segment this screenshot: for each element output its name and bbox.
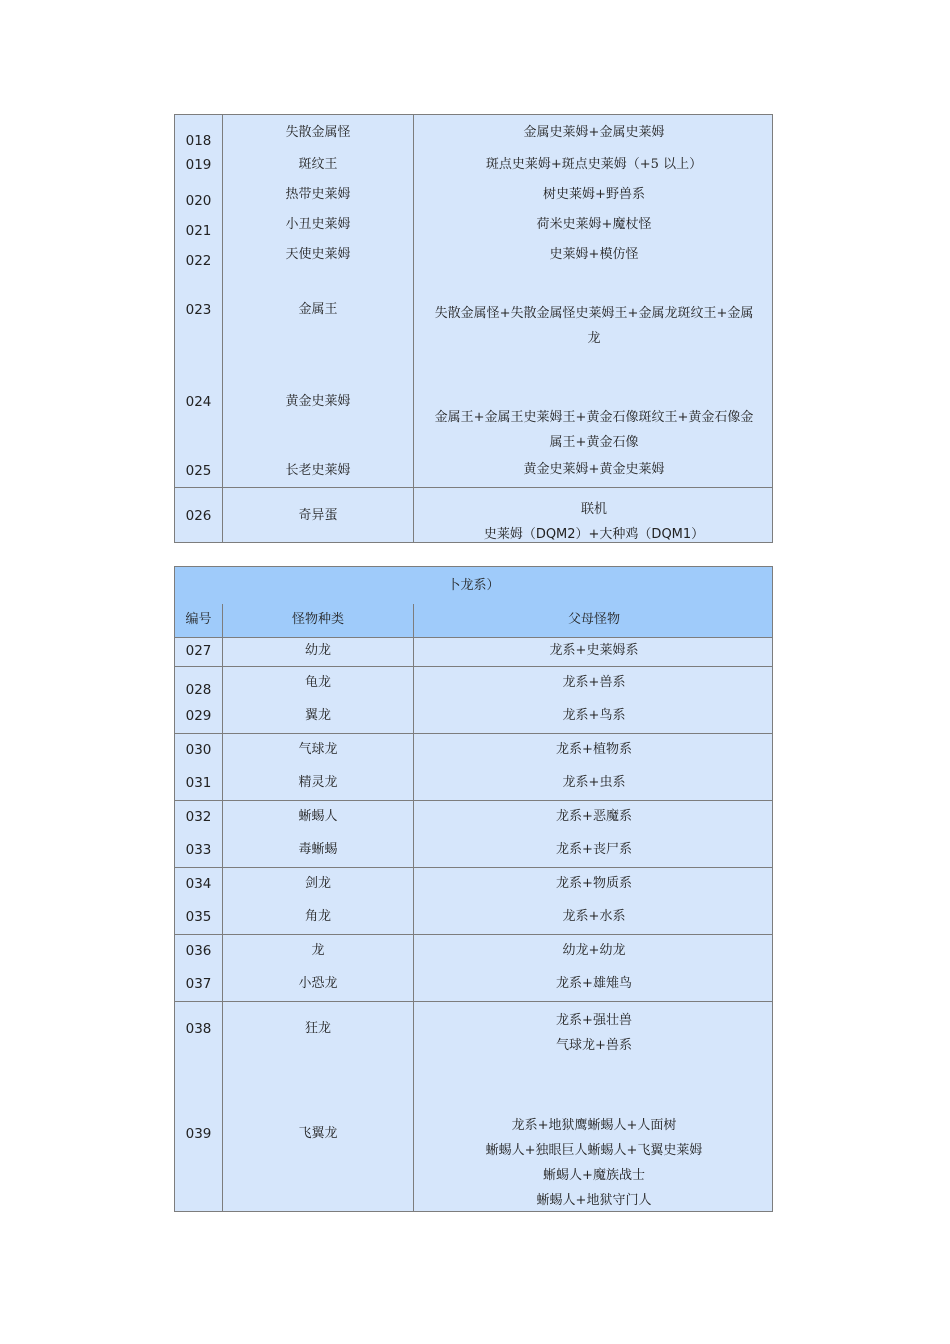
parent-monsters: 史莱姆（DQM2）+大种鸡（DQM1） xyxy=(483,527,705,542)
parent-monsters: 龙系+恶魔系 xyxy=(556,809,632,824)
monster-name: 剑龙 xyxy=(304,876,331,891)
parent-monsters: 荷米史莱姆+魔杖怪 xyxy=(536,217,652,232)
row-number: 028 xyxy=(185,682,212,698)
row-divider xyxy=(175,800,772,801)
parent-monsters: 树史莱姆+野兽系 xyxy=(543,187,645,202)
parent-monsters: 龙系+雄雉鸟 xyxy=(556,976,632,991)
parent-monsters: 龙系+地狱鹰蜥蜴人+人面树 xyxy=(511,1118,677,1133)
row-number: 034 xyxy=(185,876,212,892)
monster-name: 奇异蛋 xyxy=(298,508,338,523)
monster-name: 幼龙 xyxy=(304,643,331,658)
row-divider xyxy=(175,487,772,488)
row-number: 033 xyxy=(185,842,212,858)
monster-name: 小丑史莱姆 xyxy=(285,217,351,232)
parent-monsters: 蜥蜴人+地狱守门人 xyxy=(536,1193,652,1208)
parent-monsters: 斑点史莱姆+斑点史莱姆（+5 以上） xyxy=(485,157,703,172)
parent-monsters: 龙系+强壮兽 xyxy=(556,1013,632,1028)
row-number: 036 xyxy=(185,943,212,959)
monster-name: 狂龙 xyxy=(304,1021,331,1036)
parent-monsters: 黄金史莱姆+黄金史莱姆 xyxy=(523,462,665,477)
row-number: 037 xyxy=(185,976,212,992)
header-parents: 父母怪物 xyxy=(567,612,620,627)
parent-monsters: 龙系+虫系 xyxy=(562,775,626,790)
monster-name: 飞翼龙 xyxy=(298,1126,338,1141)
row-number: 020 xyxy=(185,193,212,209)
row-divider xyxy=(175,733,772,734)
monster-name: 毒蜥蜴 xyxy=(298,842,338,857)
parent-monsters: 失散金属怪+失散金属怪史莱姆王+金属龙斑纹王+金属 xyxy=(434,306,754,321)
monster-name: 翼龙 xyxy=(304,708,331,723)
row-number: 023 xyxy=(185,302,212,318)
row-number: 019 xyxy=(185,157,212,173)
monster-name: 失散金属怪 xyxy=(285,125,351,140)
parent-monsters: 气球龙+兽系 xyxy=(556,1038,632,1053)
monster-name: 热带史莱姆 xyxy=(285,187,351,202)
parent-monsters: 龙系+兽系 xyxy=(562,675,626,690)
row-divider xyxy=(175,867,772,868)
row-number: 030 xyxy=(185,742,212,758)
parent-monsters: 龙系+植物系 xyxy=(556,742,632,757)
row-number: 038 xyxy=(185,1021,212,1037)
header-monster-type: 怪物种类 xyxy=(291,612,344,627)
monster-name: 蜥蜴人 xyxy=(298,809,338,824)
parent-monsters: 金属史莱姆+金属史莱姆 xyxy=(523,125,665,140)
parent-monsters: 金属王+金属王史莱姆王+黄金石像斑纹王+黄金石像金 xyxy=(434,410,754,425)
parent-monsters: 联机 xyxy=(580,502,607,517)
monster-name: 精灵龙 xyxy=(298,775,338,790)
parent-monsters: 龙系+鸟系 xyxy=(562,708,626,723)
parent-monsters: 龙 xyxy=(587,331,601,346)
parent-monsters: 龙系+史莱姆系 xyxy=(549,643,639,658)
parent-monsters: 蜥蜴人+魔族战士 xyxy=(543,1168,645,1183)
dragon-table xyxy=(174,566,773,1212)
row-number: 027 xyxy=(185,643,212,659)
row-divider xyxy=(175,1001,772,1002)
monster-name: 金属王 xyxy=(298,302,338,317)
monster-name: 角龙 xyxy=(304,909,331,924)
row-number: 022 xyxy=(185,253,212,269)
row-number: 021 xyxy=(185,223,212,239)
monster-name: 龙 xyxy=(311,943,325,958)
row-number: 025 xyxy=(185,463,212,479)
row-number: 039 xyxy=(185,1126,212,1142)
row-divider xyxy=(175,637,772,638)
monster-name: 气球龙 xyxy=(298,742,338,757)
slime-table xyxy=(174,114,773,543)
parent-monsters: 蜥蜴人+独眼巨人蜥蜴人+飞翼史莱姆 xyxy=(485,1143,703,1158)
row-number: 018 xyxy=(185,133,212,149)
monster-name: 黄金史莱姆 xyxy=(285,394,351,409)
row-number: 035 xyxy=(185,909,212,925)
parent-monsters: 龙系+物质系 xyxy=(556,876,632,891)
monster-name: 小恐龙 xyxy=(298,976,338,991)
table-title: 卜龙系） xyxy=(447,578,500,593)
row-number: 031 xyxy=(185,775,212,791)
parent-monsters: 龙系+水系 xyxy=(562,909,626,924)
parent-monsters: 史莱姆+模仿怪 xyxy=(549,247,639,262)
monster-name: 长老史莱姆 xyxy=(285,463,351,478)
parent-monsters: 龙系+丧尸系 xyxy=(556,842,632,857)
row-number: 032 xyxy=(185,809,212,825)
monster-name: 天使史莱姆 xyxy=(285,247,351,262)
row-number: 026 xyxy=(185,508,212,524)
row-number: 029 xyxy=(185,708,212,724)
parent-monsters: 幼龙+幼龙 xyxy=(562,943,626,958)
row-divider xyxy=(175,934,772,935)
header-number: 编号 xyxy=(185,612,212,627)
row-divider xyxy=(175,666,772,667)
monster-name: 龟龙 xyxy=(304,675,331,690)
monster-name: 斑纹王 xyxy=(298,157,338,172)
row-number: 024 xyxy=(185,394,212,410)
parent-monsters: 属王+黄金石像 xyxy=(549,435,639,450)
